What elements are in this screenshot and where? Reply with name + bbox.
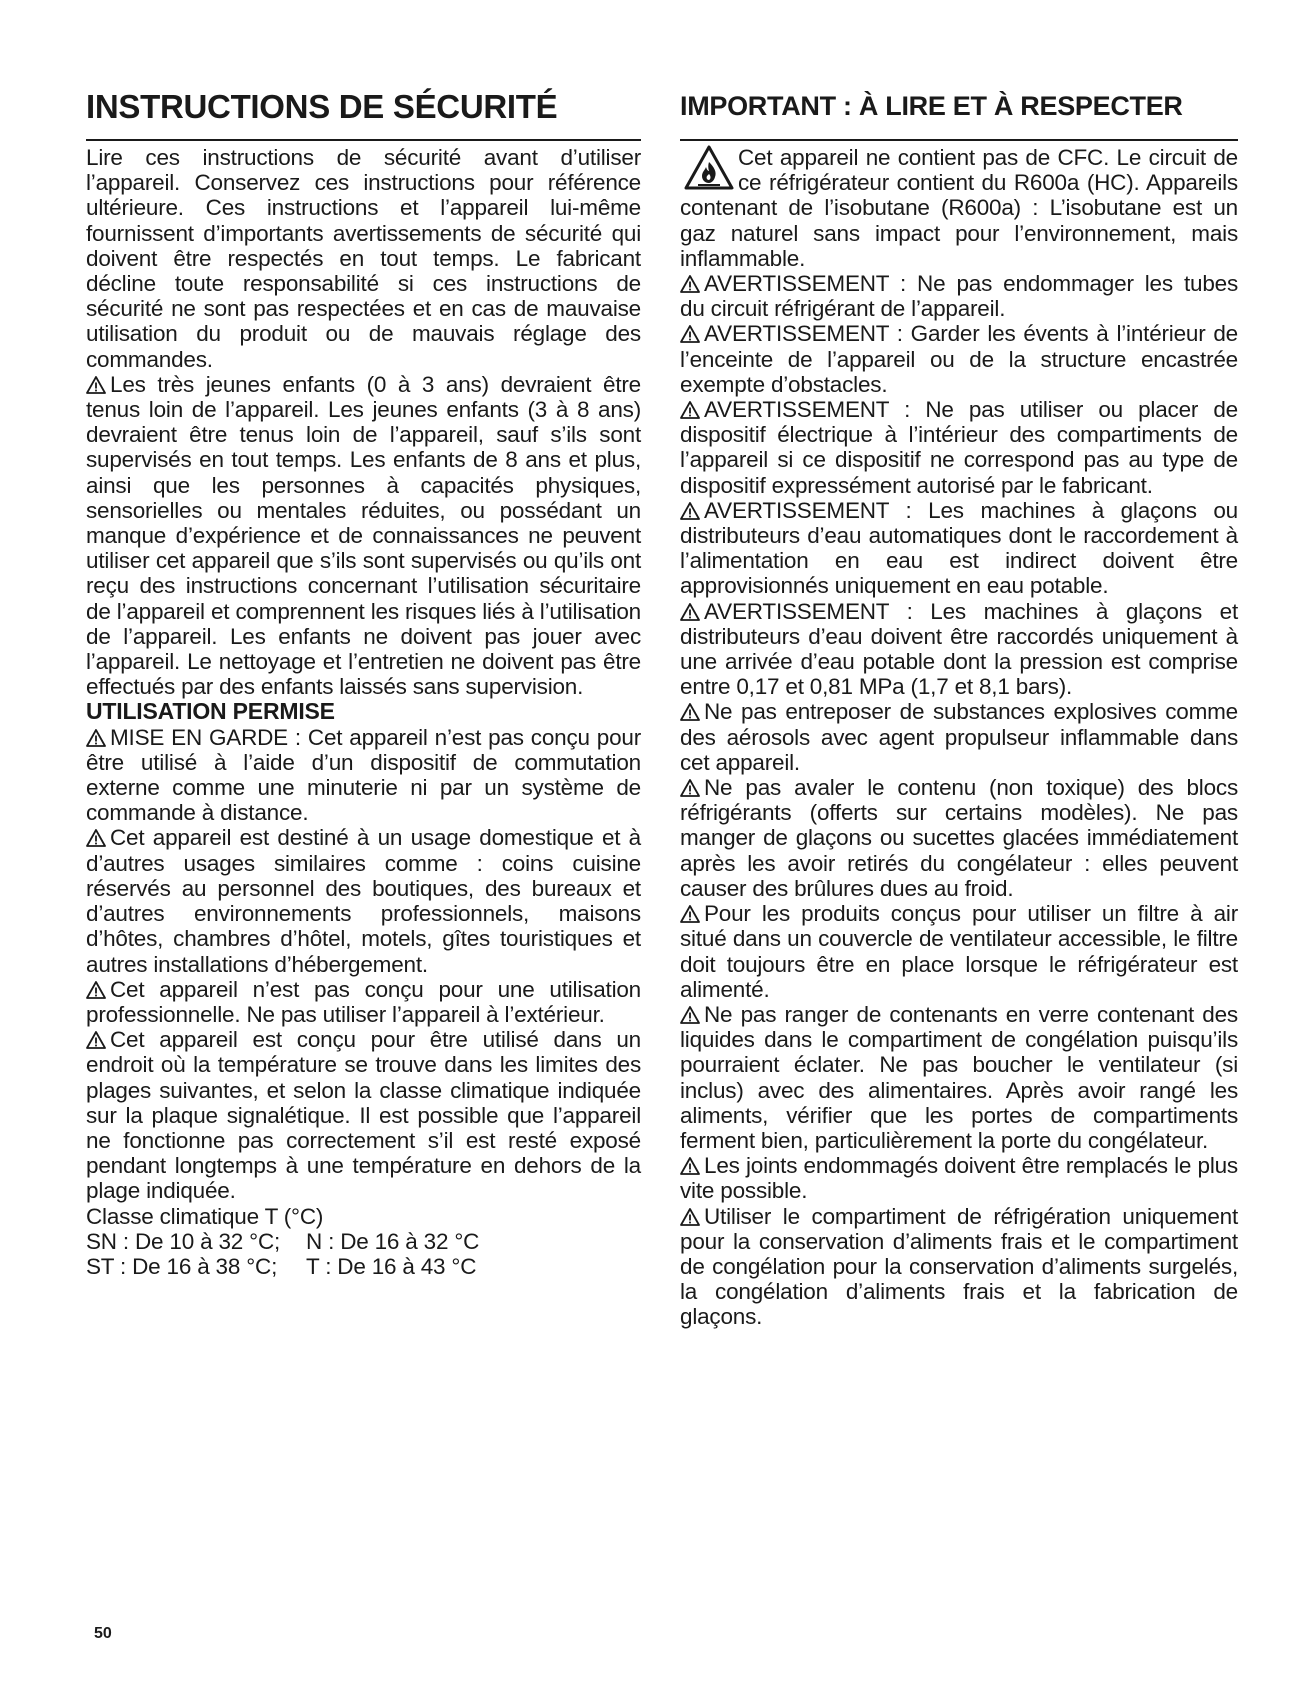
warning-item: AVERTISSEMENT : Les machines à glaçons ou distributeurs d’eau automatiques dont le raccordement à l’alimentation en eau est indirect doivent être approvisionnés uniquement en eau potable.	[680, 497, 1238, 599]
warning-item: Ne pas entreposer de substances explosives comme des aérosols avec agent propulseur inflammable dans cet appareil.	[680, 699, 1238, 775]
children-paragraph: Les très jeunes enfants (0 à 3 ans) devraient être tenus loin de l’appareil. Les jeunes enfants (3 à 8 ans) devraient être tenus loin de l’appareil, sauf s’ils sont supervisés en tout temps. Les enfants de 8 ans et plus, ainsi que les personnes à capacités physiques, sensorielles ou mentales réduites, ou possédant un manque d’expérience et de connaissances ne peuvent utiliser cet appareil que s’ils sont supervisés ou qu’ils ont reçu des instructions concernant l’utilisation sécuritaire de l’appareil et comprennent les risques liés à l’utilisation de l’appareil. Les enfants ne doivent pas jouer avec l’appareil. Le nettoyage et l’entretien ne doivent pas être effectués par des enfants laissés sans supervision.	[86, 371, 641, 700]
warning-icon	[680, 603, 700, 621]
warning-item: AVERTISSEMENT : Ne pas utiliser ou placer de dispositif électrique à l’intérieur des compartiments de l’appareil si ce dispositif ne correspond pas au type de dispositif expressément autorisé par le fabricant.	[680, 397, 1238, 498]
flammable-warning-icon	[684, 145, 734, 191]
title-rule	[86, 139, 641, 141]
warning-item: Ne pas ranger de contenants en verre contenant des liquides dans le compartiment de congélation puisqu’ils pourraient éclater. Ne pas boucher le ventilateur (si inclus) avec des alimentaires. Après avoir rangé les aliments, vérifier que les portes de compartiments ferment bien, particulièrement la porte du congélateur.	[680, 1001, 1238, 1153]
title-rule	[680, 139, 1238, 141]
warning-item: Pour les produits conçus pour utiliser un filtre à air situé dans un couvercle de ventilateur accessible, le filtre doit toujours être en place lorsque le réfrigérateur est alimenté.	[680, 901, 1238, 1002]
page-number: 50	[94, 1625, 112, 1642]
warning-item: AVERTISSEMENT : Les machines à glaçons et distributeurs d’eau doivent être raccordés uniquement à une arrivée d’eau potable dont la pression est comprise entre 0,17 et 0,81 MPa (1,7 et 8,1 bars).	[680, 598, 1238, 700]
permitted-item: Cet appareil n’est pas conçu pour une utilisation professionnelle. Ne pas utiliser l’appareil à l’extérieur.	[86, 976, 641, 1027]
warning-item: Utiliser le compartiment de réfrigération uniquement pour la conservation d’aliments frais et le compartiment de congélation pour la conservation d’aliments surgelés, la congélation d’aliments frais et la fabrication de glaçons.	[680, 1203, 1238, 1330]
permitted-item: Cet appareil est destiné à un usage domestique et à d’autres usages similaires comme : coins cuisine réservés au personnel des boutiques, des bureaux et d’autres environnements professionnels, maisons d’hôtes, chambres d’hôtel, motels, gîtes touristiques et autres installations d’hébergement.	[86, 825, 641, 977]
climate-row: ST : De 16 à 38 °C; T : De 16 à 43 °C	[86, 1253, 477, 1279]
left-column	[86, 84, 641, 1279]
warning-item: Ne pas avaler le contenu (non toxique) des blocs réfrigérants (offerts sur certains modèles). Ne pas manger de glaçons ou sucettes glacées immédiatement après les avoir retirés du congélateur : elles peuvent causer des brûlures dues au froid.	[680, 775, 1238, 901]
warning-icon	[680, 401, 700, 419]
warning-icon	[680, 275, 700, 293]
warning-icon	[86, 729, 106, 747]
intro-paragraph: Lire ces instructions de sécurité avant d’utiliser l’appareil. Conservez ces instructions pour référence ultérieure. Ces instructions et l’appareil lui-même fournissent d’importants avertissements de sécurité qui doivent être respectés en tout temps. Le fabricant décline toute responsabilité si ces instructions de sécurité ne sont pas respectées et en cas de mauvaise utilisation du produit ou de mauvais réglage des commandes.	[86, 145, 641, 372]
warning-icon	[680, 1006, 700, 1024]
permitted-use-heading: UTILISATION PERMISE	[86, 698, 335, 725]
warning-icon	[680, 779, 700, 797]
warning-icon	[680, 1208, 700, 1226]
warning-icon	[680, 905, 700, 923]
warning-item: AVERTISSEMENT : Ne pas endommager les tubes du circuit réfrigérant de l’appareil.	[680, 271, 1238, 322]
warning-icon	[86, 1031, 106, 1049]
warning-icon	[680, 703, 700, 721]
cfc-paragraph: Cet appareil ne contient pas de CFC. Le circuit de ce réfrigérateur contient du R600a (HC). Appareils contenant de l’isobutane (R600a) : L’isobutane est un gaz naturel sans impact pour l’environnement, mais inflammable.	[680, 145, 1238, 271]
left-body	[86, 145, 641, 1279]
warning-icon	[86, 376, 106, 394]
warning-icon	[680, 502, 700, 520]
climate-row: SN : De 10 à 32 °C; N : De 16 à 32 °C	[86, 1228, 480, 1254]
warning-icon	[86, 981, 106, 999]
permitted-item: MISE EN GARDE : Cet appareil n’est pas conçu pour être utilisé à l’aide d’un dispositif de commutation externe comme une minuterie ni par un système de commande à distance.	[86, 724, 641, 826]
permitted-item: Cet appareil est conçu pour être utilisé dans un endroit où la température se trouve dans les limites des plages suivantes, et selon la classe climatique indiquée sur la plaque signalétique. Il est possible que l’appareil ne fonctionne pas correctement s’il est resté exposé pendant longtemps à une température en dehors de la plage indiquée.	[86, 1027, 641, 1204]
page-title: INSTRUCTIONS DE SÉCURITÉ	[86, 88, 558, 125]
warning-icon	[680, 325, 700, 343]
warning-item: AVERTISSEMENT : Garder les évents à l’intérieur de l’enceinte de l’appareil ou de la structure encastrée exempte d’obstacles.	[680, 321, 1238, 397]
right-column	[680, 84, 1238, 1330]
right-body	[680, 145, 1238, 1330]
climate-class-title: Classe climatique T (°C)	[86, 1203, 324, 1229]
important-title: IMPORTANT : À LIRE ET À RESPECTER	[680, 91, 1183, 121]
warning-icon	[680, 1157, 700, 1175]
warning-item: Les joints endommagés doivent être remplacés le plus vite possible.	[680, 1153, 1238, 1204]
warning-icon	[86, 829, 106, 847]
